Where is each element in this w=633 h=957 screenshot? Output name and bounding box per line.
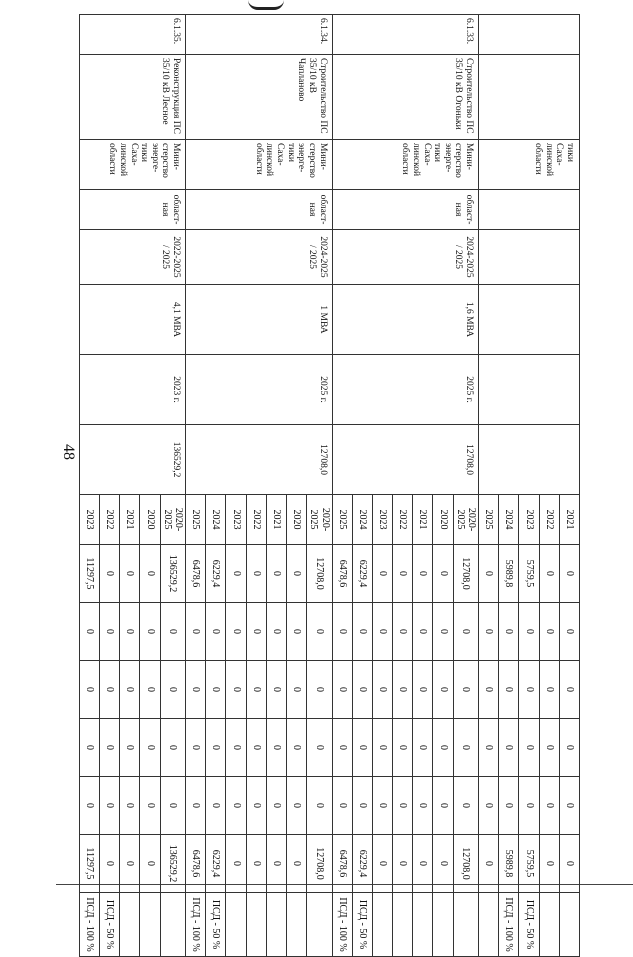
- stage-note: [307, 893, 332, 957]
- scan-mark: [248, 0, 284, 10]
- value-cell: 0: [479, 835, 499, 893]
- ownership: област- ная: [79, 190, 185, 230]
- year-cell: 2023: [226, 495, 246, 545]
- stage-note: [266, 893, 286, 957]
- stage-note: ПСД - 100 %: [332, 893, 352, 957]
- value-cell: 0: [140, 719, 160, 777]
- value-cell: 0: [372, 545, 392, 603]
- value-cell: 6229,4: [352, 545, 372, 603]
- year-cell: 2021: [413, 495, 433, 545]
- value-cell: 12708,0: [453, 835, 478, 893]
- value-cell: 0: [100, 719, 120, 777]
- stage-note: [226, 893, 246, 957]
- value-cell: 0: [307, 719, 332, 777]
- stage-note: [479, 893, 499, 957]
- value-cell: 0: [539, 777, 559, 835]
- year-cell: 2021: [559, 495, 579, 545]
- construction-period: 2024-2025 / 2025: [332, 230, 479, 285]
- value-cell: 0: [100, 777, 120, 835]
- total-cost: 12708,0: [332, 425, 479, 495]
- value-cell: 6478,6: [332, 835, 352, 893]
- value-cell: 0: [120, 719, 140, 777]
- value-cell: 0: [226, 719, 246, 777]
- value-cell: 0: [332, 719, 352, 777]
- value-cell: 0: [519, 777, 539, 835]
- value-cell: 0: [539, 545, 559, 603]
- total-cost: 12708,0: [186, 425, 333, 495]
- stage-note: ПСД - 50 %: [519, 893, 539, 957]
- value-cell: 0: [246, 545, 266, 603]
- year-cell: 2020-2025: [160, 495, 185, 545]
- value-cell: 0: [453, 719, 478, 777]
- rotated-sheet: [84, 14, 580, 952]
- item-number: [479, 15, 580, 55]
- value-cell: 0: [499, 603, 519, 661]
- value-cell: 0: [140, 835, 160, 893]
- object-name: Строительство ПС 35/10 кВ Чапланово: [186, 55, 333, 140]
- table-body: [79, 15, 579, 957]
- value-cell: 0: [226, 661, 246, 719]
- commissioning-date: 2025 г.: [186, 355, 333, 425]
- value-cell: 0: [120, 777, 140, 835]
- value-cell: 0: [287, 835, 307, 893]
- value-cell: 11297,5: [79, 835, 99, 893]
- value-cell: 0: [559, 661, 579, 719]
- value-cell: 0: [519, 603, 539, 661]
- value-cell: 5759,5: [519, 545, 539, 603]
- value-cell: 0: [160, 719, 185, 777]
- value-cell: 0: [332, 603, 352, 661]
- stage-note: [453, 893, 478, 957]
- value-cell: 0: [287, 661, 307, 719]
- value-cell: 0: [332, 777, 352, 835]
- value-cell: 0: [453, 603, 478, 661]
- year-cell: 2023: [79, 495, 99, 545]
- value-cell: 0: [287, 603, 307, 661]
- construction-period: 2022-2025 / 2025: [79, 230, 185, 285]
- value-cell: 0: [539, 835, 559, 893]
- commissioning-date: 2023 г.: [79, 355, 185, 425]
- year-cell: 2022: [100, 495, 120, 545]
- value-cell: 0: [266, 545, 286, 603]
- value-cell: 0: [393, 719, 413, 777]
- value-cell: 6478,6: [186, 545, 206, 603]
- customer: Мини- стерство энерге- тики Саха- линской области: [79, 140, 185, 190]
- item-number: 6.1.35.: [79, 15, 185, 55]
- value-cell: 0: [352, 777, 372, 835]
- value-cell: 0: [120, 603, 140, 661]
- stage-note: [120, 893, 140, 957]
- year-cell: 2025: [186, 495, 206, 545]
- ownership: област- ная: [332, 190, 479, 230]
- stage-note: [539, 893, 559, 957]
- value-cell: 0: [186, 719, 206, 777]
- value-cell: 6229,4: [206, 835, 226, 893]
- value-cell: 6229,4: [352, 835, 372, 893]
- year-cell: 2025: [332, 495, 352, 545]
- value-cell: 0: [287, 777, 307, 835]
- value-cell: 0: [413, 603, 433, 661]
- year-cell: 2023: [372, 495, 392, 545]
- value-cell: 0: [226, 777, 246, 835]
- stage-note: ПСД - 100 %: [499, 893, 519, 957]
- value-cell: 0: [479, 603, 499, 661]
- value-cell: 5989,8: [499, 835, 519, 893]
- value-cell: 0: [433, 603, 453, 661]
- value-cell: 0: [120, 661, 140, 719]
- value-cell: 0: [226, 603, 246, 661]
- empty-cell: [479, 190, 580, 230]
- stage-note: [140, 893, 160, 957]
- value-cell: 12708,0: [307, 545, 332, 603]
- value-cell: 136529,2: [160, 545, 185, 603]
- stage-note: [433, 893, 453, 957]
- value-cell: 0: [79, 777, 99, 835]
- ownership: област- ная: [186, 190, 333, 230]
- value-cell: 0: [206, 719, 226, 777]
- value-cell: 0: [559, 545, 579, 603]
- capacity: 4,1 МВА: [79, 285, 185, 355]
- value-cell: 0: [120, 835, 140, 893]
- year-cell: 2021: [266, 495, 286, 545]
- item-number: 6.1.33.: [332, 15, 479, 55]
- value-cell: 0: [433, 719, 453, 777]
- value-cell: 0: [266, 719, 286, 777]
- table-row: [160, 15, 185, 957]
- year-cell: 2022: [393, 495, 413, 545]
- value-cell: 0: [519, 719, 539, 777]
- value-cell: 0: [539, 603, 559, 661]
- value-cell: 0: [226, 545, 246, 603]
- empty-cell: [479, 355, 580, 425]
- year-cell: 2020: [433, 495, 453, 545]
- item-number: 6.1.34.: [186, 15, 333, 55]
- table-row: [559, 15, 579, 957]
- empty-cell: [479, 230, 580, 285]
- value-cell: 0: [246, 777, 266, 835]
- customer: Мини- стерство энерге- тики Саха- линской области: [186, 140, 333, 190]
- value-cell: 0: [206, 661, 226, 719]
- value-cell: 0: [559, 777, 579, 835]
- value-cell: 0: [352, 719, 372, 777]
- capacity: 1 МВА: [186, 285, 333, 355]
- stage-note: ПСД - 100 %: [186, 893, 206, 957]
- value-cell: 0: [393, 545, 413, 603]
- customer: тики Саха- линской области: [479, 140, 580, 190]
- stage-note: [393, 893, 413, 957]
- value-cell: 0: [226, 835, 246, 893]
- value-cell: 0: [100, 835, 120, 893]
- value-cell: 0: [539, 661, 559, 719]
- value-cell: 0: [160, 603, 185, 661]
- value-cell: 0: [246, 603, 266, 661]
- value-cell: 0: [120, 545, 140, 603]
- value-cell: 6229,4: [206, 545, 226, 603]
- stage-note: [160, 893, 185, 957]
- year-cell: 2024: [352, 495, 372, 545]
- value-cell: 0: [372, 603, 392, 661]
- value-cell: 0: [246, 661, 266, 719]
- value-cell: 0: [433, 835, 453, 893]
- value-cell: 0: [266, 777, 286, 835]
- value-cell: 0: [100, 661, 120, 719]
- value-cell: 0: [266, 603, 286, 661]
- value-cell: 0: [100, 545, 120, 603]
- year-cell: 2020: [140, 495, 160, 545]
- value-cell: 0: [519, 661, 539, 719]
- value-cell: 0: [307, 661, 332, 719]
- value-cell: 0: [413, 661, 433, 719]
- year-cell: 2023: [519, 495, 539, 545]
- year-cell: 2022: [539, 495, 559, 545]
- value-cell: 0: [413, 545, 433, 603]
- value-cell: 0: [393, 777, 413, 835]
- year-cell: 2021: [120, 495, 140, 545]
- value-cell: 5989,8: [499, 545, 519, 603]
- year-cell: 2022: [246, 495, 266, 545]
- value-cell: 0: [140, 545, 160, 603]
- value-cell: 136529,2: [160, 835, 185, 893]
- total-cost: 136529,2: [79, 425, 185, 495]
- value-cell: 0: [79, 719, 99, 777]
- year-cell: 2024: [206, 495, 226, 545]
- value-cell: 0: [433, 777, 453, 835]
- empty-cell: [479, 285, 580, 355]
- value-cell: 0: [499, 719, 519, 777]
- value-cell: 0: [413, 777, 433, 835]
- value-cell: 0: [246, 719, 266, 777]
- value-cell: 0: [266, 661, 286, 719]
- value-cell: 0: [559, 719, 579, 777]
- value-cell: 0: [352, 603, 372, 661]
- value-cell: 0: [332, 661, 352, 719]
- value-cell: 0: [499, 661, 519, 719]
- capacity: 1,6 МВА: [332, 285, 479, 355]
- page-number: 48: [60, 444, 77, 460]
- value-cell: 0: [453, 661, 478, 719]
- value-cell: 0: [453, 777, 478, 835]
- value-cell: 0: [307, 603, 332, 661]
- value-cell: 0: [287, 545, 307, 603]
- stage-note: ПСД - 50 %: [352, 893, 372, 957]
- value-cell: 0: [479, 719, 499, 777]
- value-cell: 0: [160, 777, 185, 835]
- stage-note: [559, 893, 579, 957]
- value-cell: 0: [499, 777, 519, 835]
- stage-note: [246, 893, 266, 957]
- value-cell: 0: [372, 835, 392, 893]
- value-cell: 0: [372, 777, 392, 835]
- year-cell: 2020-2025: [453, 495, 478, 545]
- value-cell: 0: [413, 719, 433, 777]
- value-cell: 0: [206, 777, 226, 835]
- stage-note: ПСД - 50 %: [206, 893, 226, 957]
- year-cell: 2024: [499, 495, 519, 545]
- value-cell: 0: [206, 603, 226, 661]
- value-cell: 0: [372, 719, 392, 777]
- value-cell: 0: [479, 777, 499, 835]
- value-cell: 0: [79, 661, 99, 719]
- value-cell: 0: [140, 661, 160, 719]
- customer: Мини- стерство энерге- тики Саха- линской области: [332, 140, 479, 190]
- value-cell: 0: [246, 835, 266, 893]
- value-cell: 0: [352, 661, 372, 719]
- value-cell: 0: [266, 835, 286, 893]
- object-name: [479, 55, 580, 140]
- value-cell: 0: [393, 661, 413, 719]
- value-cell: 0: [79, 603, 99, 661]
- value-cell: 6478,6: [186, 835, 206, 893]
- table-row: [453, 15, 478, 957]
- stage-note: [372, 893, 392, 957]
- empty-cell: [479, 425, 580, 495]
- object-name: Реконструкция ПС 35/10 кВ Лесное: [79, 55, 185, 140]
- value-cell: 0: [186, 603, 206, 661]
- value-cell: 0: [433, 545, 453, 603]
- budget-table: [79, 14, 580, 957]
- value-cell: 0: [559, 835, 579, 893]
- value-cell: 5759,5: [519, 835, 539, 893]
- value-cell: 0: [479, 545, 499, 603]
- value-cell: 0: [186, 661, 206, 719]
- value-cell: 0: [413, 835, 433, 893]
- value-cell: 11297,5: [79, 545, 99, 603]
- table-row: [307, 15, 332, 957]
- value-cell: 0: [287, 719, 307, 777]
- stage-note: [287, 893, 307, 957]
- year-cell: 2025: [479, 495, 499, 545]
- value-cell: 0: [140, 603, 160, 661]
- value-cell: 0: [307, 777, 332, 835]
- commissioning-date: 2025 г.: [332, 355, 479, 425]
- stage-note: ПСД - 100 %: [79, 893, 99, 957]
- value-cell: 0: [186, 777, 206, 835]
- value-cell: 0: [479, 661, 499, 719]
- value-cell: 0: [433, 661, 453, 719]
- year-cell: 2020: [287, 495, 307, 545]
- value-cell: 0: [100, 603, 120, 661]
- stage-note: [413, 893, 433, 957]
- object-name: Строительство ПС 35/10 кВ Огоньки: [332, 55, 479, 140]
- year-cell: 2020-2025: [307, 495, 332, 545]
- value-cell: 0: [160, 661, 185, 719]
- construction-period: 2024-2025 / 2025: [186, 230, 333, 285]
- stage-note: ПСД - 50 %: [100, 893, 120, 957]
- value-cell: 0: [372, 661, 392, 719]
- value-cell: 0: [393, 835, 413, 893]
- value-cell: 0: [393, 603, 413, 661]
- value-cell: 12708,0: [453, 545, 478, 603]
- value-cell: 0: [559, 603, 579, 661]
- value-cell: 0: [140, 777, 160, 835]
- value-cell: 0: [539, 719, 559, 777]
- value-cell: 12708,0: [307, 835, 332, 893]
- value-cell: 6478,6: [332, 545, 352, 603]
